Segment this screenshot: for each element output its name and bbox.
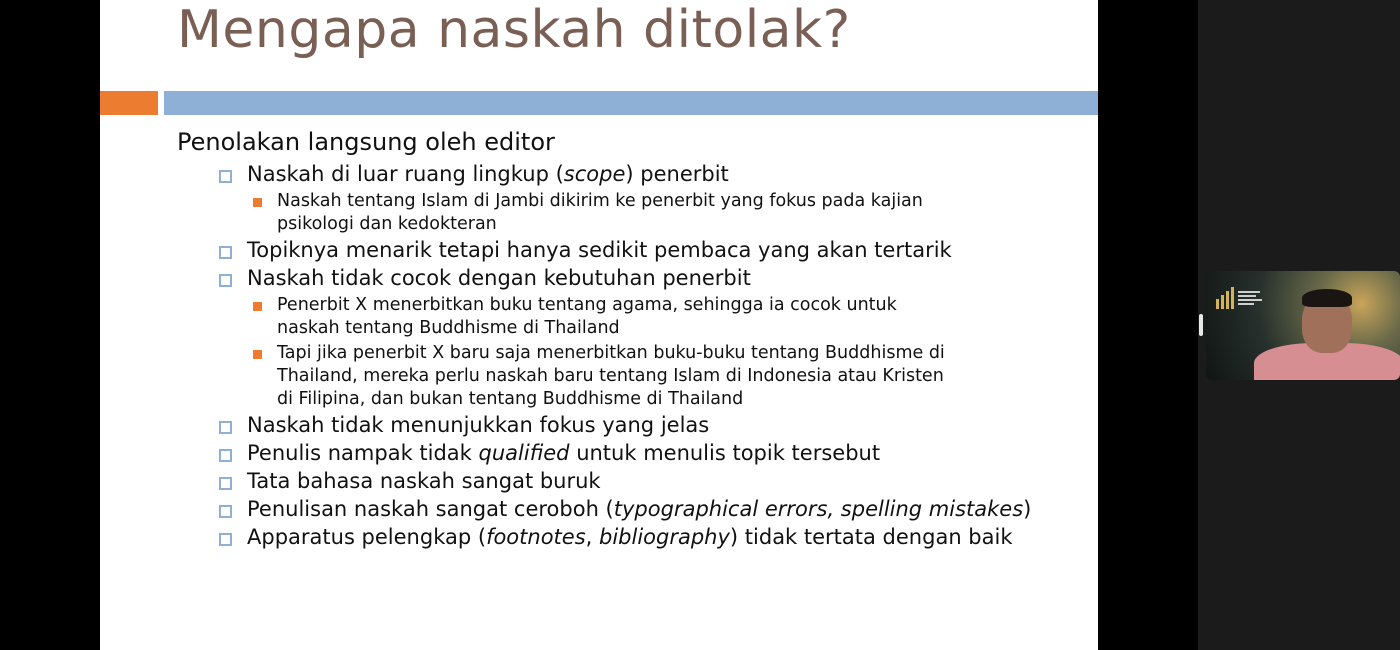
sub-bullet-item bbox=[177, 190, 957, 236]
bullet-item bbox=[177, 413, 1077, 437]
bullet-item bbox=[177, 469, 1077, 493]
sub-bullet-text: Tapi jika penerbit X baru saja menerbitkan buku-buku tentang Buddhisme di Thailand, mereka perlu naskah baru tentang Islam di Indonesia atau Kristen di Filipina, dan bukan tentang Buddhisme di Thailand bbox=[277, 343, 945, 409]
bullet-item bbox=[177, 441, 1077, 465]
bullet-text-pre: Apparatus pelengkap ( bbox=[247, 525, 487, 549]
participant-hair bbox=[1302, 289, 1352, 307]
square-bullet-icon bbox=[219, 170, 232, 183]
square-sub-bullet-icon bbox=[253, 198, 262, 207]
bullet-text-pre: Penulisan naskah sangat ceroboh ( bbox=[247, 497, 614, 521]
sub-bullet-text: Naskah tentang Islam di Jambi dikirim ke penerbit yang fokus pada kajian psikologi dan kedokteran bbox=[277, 191, 923, 234]
bullet-text-mid: , bbox=[585, 525, 599, 549]
square-bullet-icon bbox=[219, 477, 232, 490]
slide-title: Mengapa naskah ditolak? bbox=[177, 0, 851, 60]
bullet-item bbox=[177, 162, 1077, 186]
bullet-text-pre: Penulis nampak tidak bbox=[247, 441, 479, 465]
bullet-item bbox=[177, 525, 1077, 549]
bullet-text: Naskah tidak menunjukkan fokus yang jelas bbox=[247, 413, 710, 437]
organization-logo-icon bbox=[1216, 285, 1276, 309]
square-bullet-icon bbox=[219, 246, 232, 259]
title-accent-bar-orange bbox=[100, 91, 158, 115]
bullet-text-emphasis: footnotes bbox=[486, 525, 586, 549]
square-bullet-icon bbox=[219, 274, 232, 287]
bullet-text-emphasis-2: bibliography bbox=[599, 525, 730, 549]
bullet-text: Topiknya menarik tetapi hanya sedikit pembaca yang akan tertarik bbox=[247, 238, 952, 262]
square-bullet-icon bbox=[219, 421, 232, 434]
sub-bullet-item bbox=[177, 342, 957, 411]
sub-bullet-text: Penerbit X menerbitkan buku tentang agama, sehingga ia cocok untuk naskah tentang Buddhisme di Thailand bbox=[277, 295, 897, 338]
slide-heading: Penolakan langsung oleh editor bbox=[177, 128, 555, 156]
bullet-text: Tata bahasa naskah sangat buruk bbox=[247, 469, 601, 493]
square-bullet-icon bbox=[219, 533, 232, 546]
title-accent-bar-blue bbox=[164, 91, 1098, 115]
panel-resize-handle[interactable] bbox=[1199, 314, 1203, 336]
bullet-text-post: ) penerbit bbox=[625, 162, 729, 186]
bullet-text-post: ) tidak tertata dengan baik bbox=[729, 525, 1013, 549]
participant-video-tile[interactable] bbox=[1206, 271, 1400, 380]
bullet-text-post: untuk menulis topik tersebut bbox=[569, 441, 881, 465]
bullet-item bbox=[177, 497, 1077, 521]
slide-body bbox=[177, 128, 1077, 553]
bullet-text-post: ) bbox=[1023, 497, 1032, 521]
sub-bullet-item bbox=[177, 294, 957, 340]
bullet-text-emphasis: scope bbox=[563, 162, 626, 186]
square-bullet-icon bbox=[219, 449, 232, 462]
bullet-text-pre: Naskah di luar ruang lingkup ( bbox=[247, 162, 564, 186]
bullet-text: Naskah tidak cocok dengan kebutuhan penerbit bbox=[247, 266, 751, 290]
square-bullet-icon bbox=[219, 505, 232, 518]
bullet-item bbox=[177, 266, 1077, 290]
presentation-slide bbox=[100, 0, 1098, 650]
square-sub-bullet-icon bbox=[253, 302, 262, 311]
bullet-text-emphasis: qualified bbox=[478, 441, 570, 465]
square-sub-bullet-icon bbox=[253, 350, 262, 359]
bullet-item bbox=[177, 238, 1077, 262]
bullet-text-emphasis: typographical errors, spelling mistakes bbox=[613, 497, 1024, 521]
